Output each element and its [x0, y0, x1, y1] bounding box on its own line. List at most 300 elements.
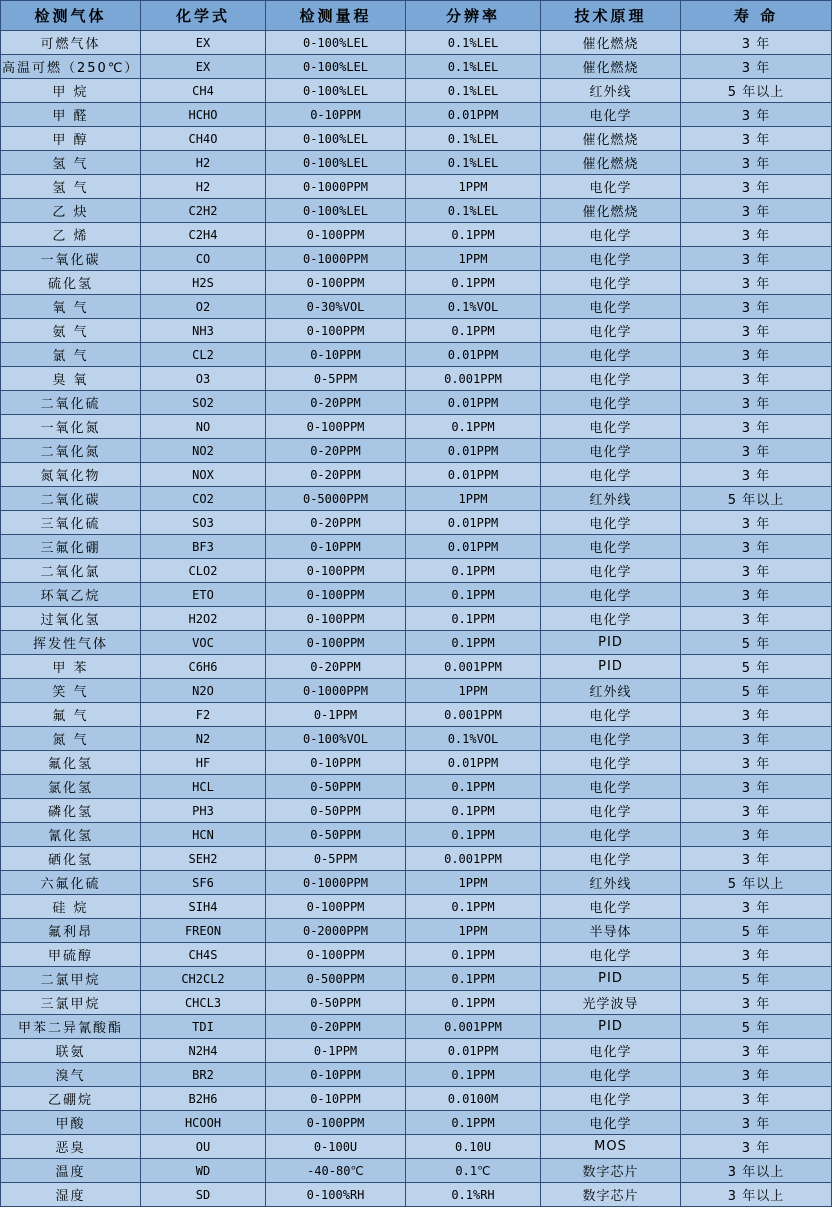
cell-formula: CH4S [141, 943, 266, 967]
cell-range: 0-100PPM [266, 559, 406, 583]
cell-range: 0-10PPM [266, 343, 406, 367]
table-row [1, 727, 832, 751]
cell-resolution: 0.1PPM [406, 823, 541, 847]
cell-technology: 催化燃烧 [541, 151, 681, 175]
cell-resolution: 0.0100M [406, 1087, 541, 1111]
cell-lifetime: 3 年 [681, 703, 832, 727]
cell-technology: 催化燃烧 [541, 199, 681, 223]
table-row [1, 223, 832, 247]
cell-resolution: 0.01PPM [406, 535, 541, 559]
table-row [1, 1087, 832, 1111]
column-header-resolution: 分辨率 [406, 1, 541, 31]
cell-gas: 氟 气 [1, 703, 141, 727]
cell-formula: H2 [141, 175, 266, 199]
cell-formula: SIH4 [141, 895, 266, 919]
cell-lifetime: 3 年 [681, 199, 832, 223]
table-row [1, 823, 832, 847]
cell-formula: PH3 [141, 799, 266, 823]
cell-range: 0-100%LEL [266, 31, 406, 55]
table-row [1, 655, 832, 679]
cell-resolution: 1PPM [406, 175, 541, 199]
cell-lifetime: 3 年 [681, 559, 832, 583]
cell-formula: ETO [141, 583, 266, 607]
cell-formula: H2 [141, 151, 266, 175]
cell-range: 0-5000PPM [266, 487, 406, 511]
table-row [1, 391, 832, 415]
cell-formula: CH2CL2 [141, 967, 266, 991]
cell-resolution: 0.1PPM [406, 583, 541, 607]
cell-lifetime: 3 年 [681, 823, 832, 847]
column-header-range: 检测量程 [266, 1, 406, 31]
cell-range: 0-50PPM [266, 991, 406, 1015]
cell-technology: 电化学 [541, 559, 681, 583]
cell-technology: 催化燃烧 [541, 31, 681, 55]
cell-range: 0-500PPM [266, 967, 406, 991]
cell-range: 0-1000PPM [266, 247, 406, 271]
cell-formula: C2H4 [141, 223, 266, 247]
cell-resolution: 0.1%VOL [406, 727, 541, 751]
cell-lifetime: 5 年以上 [681, 79, 832, 103]
cell-gas: 二氧化硫 [1, 391, 141, 415]
cell-resolution: 0.1PPM [406, 967, 541, 991]
cell-formula: C2H2 [141, 199, 266, 223]
cell-technology: 电化学 [541, 391, 681, 415]
cell-formula: SF6 [141, 871, 266, 895]
cell-lifetime: 3 年 [681, 151, 832, 175]
table-row [1, 583, 832, 607]
table-row [1, 847, 832, 871]
cell-gas: 湿度 [1, 1183, 141, 1207]
cell-lifetime: 3 年 [681, 607, 832, 631]
cell-lifetime: 3 年 [681, 775, 832, 799]
cell-gas: 挥发性气体 [1, 631, 141, 655]
cell-gas: 环氧乙烷 [1, 583, 141, 607]
cell-formula: SD [141, 1183, 266, 1207]
cell-formula: N2O [141, 679, 266, 703]
cell-gas: 乙 炔 [1, 199, 141, 223]
cell-lifetime: 5 年 [681, 919, 832, 943]
cell-lifetime: 3 年 [681, 55, 832, 79]
table-row [1, 127, 832, 151]
table-row [1, 943, 832, 967]
cell-range: 0-20PPM [266, 439, 406, 463]
table-row [1, 751, 832, 775]
cell-lifetime: 5 年 [681, 655, 832, 679]
cell-lifetime: 3 年 [681, 943, 832, 967]
cell-resolution: 0.001PPM [406, 847, 541, 871]
cell-resolution: 0.1%LEL [406, 55, 541, 79]
cell-range: 0-100%LEL [266, 79, 406, 103]
table-row [1, 967, 832, 991]
cell-technology: 电化学 [541, 511, 681, 535]
cell-gas: 硒化氢 [1, 847, 141, 871]
cell-lifetime: 3 年 [681, 175, 832, 199]
cell-technology: 催化燃烧 [541, 127, 681, 151]
cell-formula: NH3 [141, 319, 266, 343]
table-row [1, 415, 832, 439]
cell-resolution: 0.1PPM [406, 631, 541, 655]
table-row [1, 439, 832, 463]
table-row [1, 871, 832, 895]
cell-resolution: 0.1PPM [406, 1063, 541, 1087]
cell-lifetime: 3 年 [681, 991, 832, 1015]
table-row [1, 559, 832, 583]
cell-range: 0-20PPM [266, 463, 406, 487]
cell-technology: 红外线 [541, 487, 681, 511]
cell-range: 0-100U [266, 1135, 406, 1159]
table-row [1, 1039, 832, 1063]
cell-lifetime: 3 年 [681, 463, 832, 487]
cell-range: 0-1PPM [266, 703, 406, 727]
cell-gas: 乙 烯 [1, 223, 141, 247]
cell-formula: SO3 [141, 511, 266, 535]
cell-gas: 二氧化碳 [1, 487, 141, 511]
cell-range: 0-1000PPM [266, 679, 406, 703]
cell-gas: 硅 烷 [1, 895, 141, 919]
cell-resolution: 0.1PPM [406, 559, 541, 583]
cell-range: 0-30%VOL [266, 295, 406, 319]
cell-formula: FREON [141, 919, 266, 943]
cell-resolution: 0.1PPM [406, 415, 541, 439]
cell-gas: 三氟化硼 [1, 535, 141, 559]
cell-range: 0-100PPM [266, 943, 406, 967]
cell-formula: C6H6 [141, 655, 266, 679]
cell-technology: 电化学 [541, 1063, 681, 1087]
cell-resolution: 0.1%VOL [406, 295, 541, 319]
cell-range: 0-10PPM [266, 103, 406, 127]
cell-technology: PID [541, 1015, 681, 1039]
cell-range: 0-20PPM [266, 511, 406, 535]
cell-range: 0-100%RH [266, 1183, 406, 1207]
cell-technology: 催化燃烧 [541, 55, 681, 79]
cell-resolution: 0.1PPM [406, 223, 541, 247]
cell-gas: 联氨 [1, 1039, 141, 1063]
table-row [1, 1111, 832, 1135]
cell-range: 0-2000PPM [266, 919, 406, 943]
cell-technology: 电化学 [541, 799, 681, 823]
cell-gas: 氯化氢 [1, 775, 141, 799]
table-row [1, 703, 832, 727]
cell-lifetime: 3 年 [681, 1111, 832, 1135]
cell-technology: 电化学 [541, 943, 681, 967]
cell-technology: PID [541, 655, 681, 679]
cell-lifetime: 3 年 [681, 415, 832, 439]
cell-lifetime: 5 年 [681, 1015, 832, 1039]
cell-technology: 电化学 [541, 223, 681, 247]
cell-lifetime: 3 年 [681, 223, 832, 247]
cell-lifetime: 3 年 [681, 511, 832, 535]
cell-range: 0-100%LEL [266, 151, 406, 175]
cell-technology: 电化学 [541, 271, 681, 295]
cell-gas: 甲 苯 [1, 655, 141, 679]
cell-formula: BF3 [141, 535, 266, 559]
cell-lifetime: 3 年 [681, 127, 832, 151]
cell-gas: 氰化氢 [1, 823, 141, 847]
cell-formula: H2S [141, 271, 266, 295]
cell-technology: 电化学 [541, 1111, 681, 1135]
cell-formula: TDI [141, 1015, 266, 1039]
cell-resolution: 1PPM [406, 247, 541, 271]
cell-technology: 电化学 [541, 607, 681, 631]
cell-resolution: 0.1PPM [406, 943, 541, 967]
cell-lifetime: 3 年 [681, 319, 832, 343]
cell-formula: CLO2 [141, 559, 266, 583]
cell-gas: 甲 烷 [1, 79, 141, 103]
cell-technology: 电化学 [541, 343, 681, 367]
cell-formula: CH4 [141, 79, 266, 103]
table-row [1, 991, 832, 1015]
column-header-formula: 化学式 [141, 1, 266, 31]
table-row [1, 1135, 832, 1159]
cell-lifetime: 3 年以上 [681, 1159, 832, 1183]
cell-range: 0-20PPM [266, 655, 406, 679]
cell-range: 0-100%LEL [266, 199, 406, 223]
table-row [1, 343, 832, 367]
table-row [1, 631, 832, 655]
cell-gas: 氮 气 [1, 727, 141, 751]
cell-technology: 电化学 [541, 1039, 681, 1063]
cell-resolution: 0.001PPM [406, 1015, 541, 1039]
cell-range: 0-100%VOL [266, 727, 406, 751]
cell-technology: PID [541, 631, 681, 655]
cell-resolution: 0.001PPM [406, 367, 541, 391]
cell-range: 0-50PPM [266, 775, 406, 799]
cell-technology: 电化学 [541, 295, 681, 319]
table-row [1, 919, 832, 943]
table-row [1, 103, 832, 127]
table-row [1, 775, 832, 799]
cell-gas: 一氧化碳 [1, 247, 141, 271]
table-row [1, 319, 832, 343]
cell-technology: 电化学 [541, 247, 681, 271]
cell-gas: 二氧化氮 [1, 439, 141, 463]
cell-technology: 电化学 [541, 175, 681, 199]
cell-technology: 电化学 [541, 439, 681, 463]
cell-range: 0-5PPM [266, 367, 406, 391]
cell-lifetime: 3 年 [681, 247, 832, 271]
cell-formula: CH4O [141, 127, 266, 151]
cell-formula: HCN [141, 823, 266, 847]
cell-lifetime: 3 年 [681, 367, 832, 391]
table-row [1, 175, 832, 199]
cell-resolution: 0.1%RH [406, 1183, 541, 1207]
cell-gas: 甲硫醇 [1, 943, 141, 967]
cell-formula: N2 [141, 727, 266, 751]
table-row [1, 295, 832, 319]
cell-range: 0-10PPM [266, 1087, 406, 1111]
cell-lifetime: 5 年以上 [681, 487, 832, 511]
cell-lifetime: 3 年 [681, 727, 832, 751]
cell-lifetime: 3 年 [681, 535, 832, 559]
cell-gas: 氟利昂 [1, 919, 141, 943]
table-body [1, 31, 832, 1207]
cell-gas: 甲酸 [1, 1111, 141, 1135]
cell-gas: 可燃气体 [1, 31, 141, 55]
table-row [1, 679, 832, 703]
cell-range: 0-10PPM [266, 1063, 406, 1087]
table-header [1, 1, 832, 31]
cell-formula: H2O2 [141, 607, 266, 631]
cell-technology: 电化学 [541, 415, 681, 439]
table-row [1, 151, 832, 175]
cell-resolution: 0.1PPM [406, 799, 541, 823]
cell-lifetime: 3 年 [681, 271, 832, 295]
cell-resolution: 0.1%LEL [406, 31, 541, 55]
cell-range: 0-1000PPM [266, 175, 406, 199]
cell-resolution: 1PPM [406, 919, 541, 943]
cell-lifetime: 3 年 [681, 1135, 832, 1159]
cell-gas: 氮氧化物 [1, 463, 141, 487]
cell-resolution: 0.1PPM [406, 991, 541, 1015]
cell-formula: O2 [141, 295, 266, 319]
cell-technology: 电化学 [541, 727, 681, 751]
cell-technology: 电化学 [541, 367, 681, 391]
cell-gas: 甲 醇 [1, 127, 141, 151]
cell-formula: CO [141, 247, 266, 271]
cell-lifetime: 5 年 [681, 679, 832, 703]
cell-formula: HCOOH [141, 1111, 266, 1135]
cell-lifetime: 3 年 [681, 895, 832, 919]
cell-resolution: 0.1PPM [406, 607, 541, 631]
cell-range: 0-1PPM [266, 1039, 406, 1063]
cell-range: 0-20PPM [266, 1015, 406, 1039]
cell-resolution: 1PPM [406, 679, 541, 703]
cell-gas: 氟化氢 [1, 751, 141, 775]
cell-technology: 电化学 [541, 103, 681, 127]
cell-lifetime: 3 年 [681, 391, 832, 415]
cell-gas: 氢 气 [1, 151, 141, 175]
cell-gas: 过氧化氢 [1, 607, 141, 631]
cell-range: 0-100%LEL [266, 55, 406, 79]
table-header-row [1, 1, 832, 31]
cell-resolution: 0.1%LEL [406, 79, 541, 103]
table-row [1, 535, 832, 559]
cell-technology: 半导体 [541, 919, 681, 943]
cell-resolution: 0.01PPM [406, 463, 541, 487]
cell-gas: 一氧化氮 [1, 415, 141, 439]
cell-resolution: 0.1%LEL [406, 151, 541, 175]
table-row [1, 607, 832, 631]
cell-lifetime: 3 年 [681, 31, 832, 55]
table-row [1, 511, 832, 535]
cell-technology: 红外线 [541, 871, 681, 895]
cell-technology: 电化学 [541, 703, 681, 727]
cell-gas: 臭 氧 [1, 367, 141, 391]
cell-range: 0-50PPM [266, 823, 406, 847]
cell-technology: 光学波导 [541, 991, 681, 1015]
cell-technology: 数字芯片 [541, 1183, 681, 1207]
table-row [1, 199, 832, 223]
cell-resolution: 0.1%LEL [406, 199, 541, 223]
cell-gas: 溴气 [1, 1063, 141, 1087]
cell-technology: 电化学 [541, 895, 681, 919]
column-header-technology: 技术原理 [541, 1, 681, 31]
cell-resolution: 0.01PPM [406, 751, 541, 775]
cell-range: 0-100PPM [266, 415, 406, 439]
table-row [1, 247, 832, 271]
cell-range: 0-100PPM [266, 223, 406, 247]
cell-range: 0-5PPM [266, 847, 406, 871]
cell-range: 0-50PPM [266, 799, 406, 823]
cell-lifetime: 3 年 [681, 1087, 832, 1111]
cell-technology: 电化学 [541, 847, 681, 871]
table-row [1, 1063, 832, 1087]
column-header-lifetime: 寿 命 [681, 1, 832, 31]
cell-resolution: 0.1%LEL [406, 127, 541, 151]
cell-range: 0-100PPM [266, 319, 406, 343]
cell-resolution: 0.10U [406, 1135, 541, 1159]
cell-gas: 三氧化硫 [1, 511, 141, 535]
cell-resolution: 0.1PPM [406, 895, 541, 919]
cell-range: 0-100PPM [266, 631, 406, 655]
cell-lifetime: 3 年 [681, 1063, 832, 1087]
cell-lifetime: 3 年 [681, 847, 832, 871]
cell-gas: 乙硼烷 [1, 1087, 141, 1111]
cell-gas: 氢 气 [1, 175, 141, 199]
cell-technology: 电化学 [541, 775, 681, 799]
cell-formula: HF [141, 751, 266, 775]
cell-formula: VOC [141, 631, 266, 655]
cell-resolution: 0.01PPM [406, 103, 541, 127]
cell-resolution: 0.001PPM [406, 655, 541, 679]
cell-lifetime: 3 年 [681, 439, 832, 463]
cell-range: 0-20PPM [266, 391, 406, 415]
cell-technology: MOS [541, 1135, 681, 1159]
cell-resolution: 0.1PPM [406, 1111, 541, 1135]
cell-technology: 数字芯片 [541, 1159, 681, 1183]
cell-gas: 氧 气 [1, 295, 141, 319]
table-row [1, 895, 832, 919]
cell-resolution: 0.01PPM [406, 1039, 541, 1063]
cell-formula: NOX [141, 463, 266, 487]
cell-gas: 甲 醛 [1, 103, 141, 127]
table-row [1, 271, 832, 295]
cell-gas: 六氟化硫 [1, 871, 141, 895]
cell-technology: 电化学 [541, 319, 681, 343]
cell-technology: 电化学 [541, 583, 681, 607]
cell-lifetime: 3 年 [681, 1039, 832, 1063]
cell-formula: CHCL3 [141, 991, 266, 1015]
cell-lifetime: 5 年以上 [681, 871, 832, 895]
cell-technology: 电化学 [541, 535, 681, 559]
cell-technology: PID [541, 967, 681, 991]
cell-technology: 电化学 [541, 823, 681, 847]
cell-gas: 恶臭 [1, 1135, 141, 1159]
cell-resolution: 0.001PPM [406, 703, 541, 727]
column-header-gas: 检测气体 [1, 1, 141, 31]
cell-lifetime: 3 年 [681, 343, 832, 367]
cell-formula: F2 [141, 703, 266, 727]
cell-formula: EX [141, 55, 266, 79]
cell-range: 0-10PPM [266, 535, 406, 559]
cell-formula: HCHO [141, 103, 266, 127]
cell-lifetime: 3 年 [681, 583, 832, 607]
table-row [1, 799, 832, 823]
cell-range: 0-10PPM [266, 751, 406, 775]
cell-gas: 氨 气 [1, 319, 141, 343]
cell-gas: 高温可燃（250℃） [1, 55, 141, 79]
cell-resolution: 0.1℃ [406, 1159, 541, 1183]
cell-resolution: 1PPM [406, 871, 541, 895]
cell-formula: NO [141, 415, 266, 439]
cell-formula: CL2 [141, 343, 266, 367]
cell-gas: 磷化氢 [1, 799, 141, 823]
cell-technology: 电化学 [541, 463, 681, 487]
cell-lifetime: 3 年以上 [681, 1183, 832, 1207]
cell-range: 0-100PPM [266, 271, 406, 295]
cell-formula: NO2 [141, 439, 266, 463]
table-row [1, 463, 832, 487]
